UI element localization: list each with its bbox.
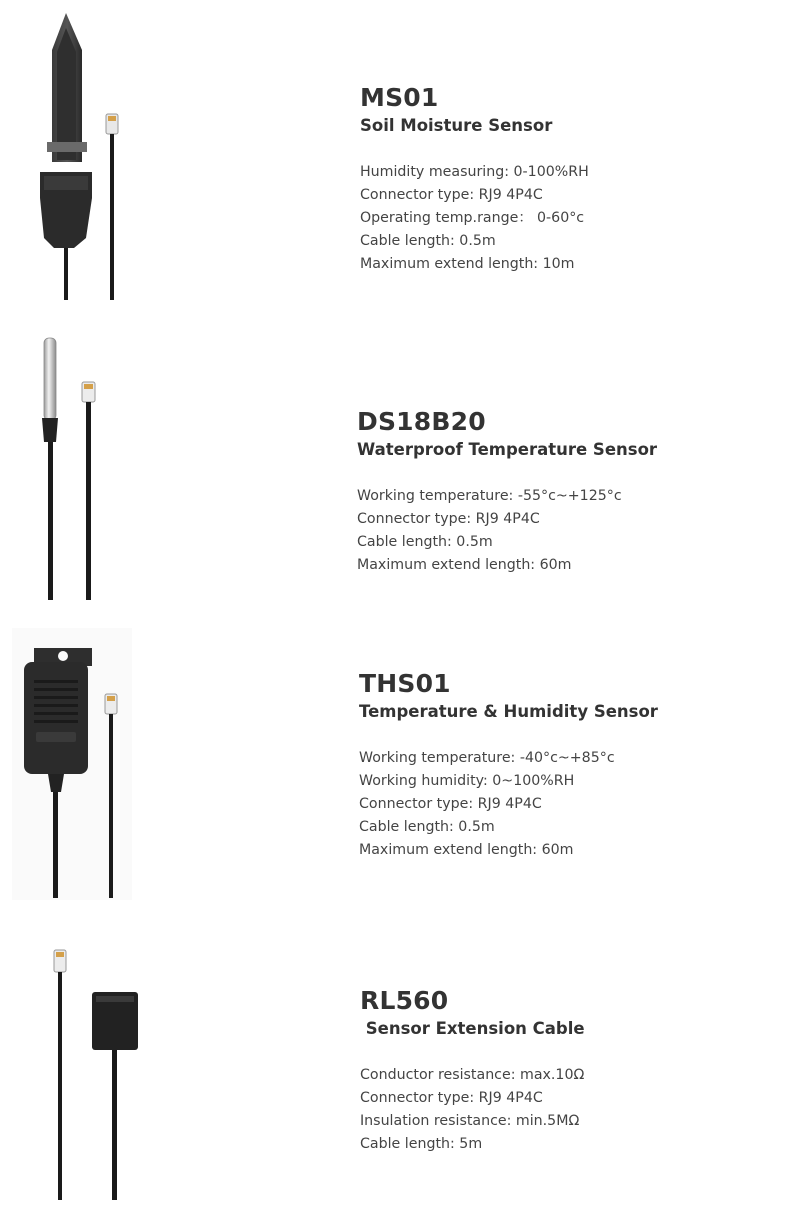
product-ds18b20 — [0, 320, 800, 610]
product-model: DS18B20 — [357, 407, 486, 436]
product-subtitle: Waterproof Temperature Sensor — [357, 440, 658, 459]
spec-item: Cable length: 5m — [360, 1136, 483, 1152]
product-ths01 — [0, 620, 800, 910]
spec-item: Cable length: 0.5m — [359, 819, 495, 835]
spec-item: Humidity measuring: 0-100%RH — [360, 164, 589, 180]
product-ms01 — [0, 0, 800, 310]
product-info — [360, 83, 589, 276]
temp-humidity-sensor-icon — [12, 628, 132, 905]
product-model: MS01 — [360, 83, 439, 112]
extension-cable-icon — [40, 940, 150, 1205]
product-info — [359, 669, 658, 862]
product-rl560 — [0, 920, 800, 1200]
product-info — [357, 407, 657, 577]
spec-item: Working temperature: -55°c~+125°c — [357, 488, 622, 504]
spec-item: Cable length: 0.5m — [360, 233, 496, 249]
spec-item: Conductor resistance: max.10Ω — [360, 1067, 585, 1083]
product-info — [360, 986, 585, 1156]
spec-item: Maximum extend length: 60m — [359, 842, 574, 858]
spec-item: Connector type: RJ9 4P4C — [359, 796, 542, 812]
spec-item: Maximum extend length: 10m — [360, 256, 575, 272]
spec-list — [360, 1064, 585, 1156]
spec-list — [359, 747, 658, 862]
spec-item: Connector type: RJ9 4P4C — [357, 511, 540, 527]
product-subtitle: Sensor Extension Cable — [360, 1019, 585, 1038]
product-subtitle: Temperature & Humidity Sensor — [359, 702, 658, 721]
spec-item: Working temperature: -40°c~+85°c — [359, 750, 615, 766]
spec-item: Working humidity: 0~100%RH — [359, 773, 575, 789]
spec-item: Connector type: RJ9 4P4C — [360, 187, 543, 203]
spec-item: Insulation resistance: min.5MΩ — [360, 1113, 580, 1129]
product-model: THS01 — [359, 669, 451, 698]
spec-item: Maximum extend length: 60m — [357, 557, 572, 573]
spec-list — [357, 485, 657, 577]
spec-item: Cable length: 0.5m — [357, 534, 493, 550]
spec-item: Operating temp.range： 0-60°c — [360, 210, 585, 226]
temperature-probe-icon — [30, 332, 110, 607]
soil-moisture-probe-icon — [30, 10, 130, 310]
product-model: RL560 — [360, 986, 449, 1015]
spec-item: Connector type: RJ9 4P4C — [360, 1090, 543, 1106]
spec-list — [360, 161, 589, 276]
product-subtitle: Soil Moisture Sensor — [360, 116, 553, 135]
